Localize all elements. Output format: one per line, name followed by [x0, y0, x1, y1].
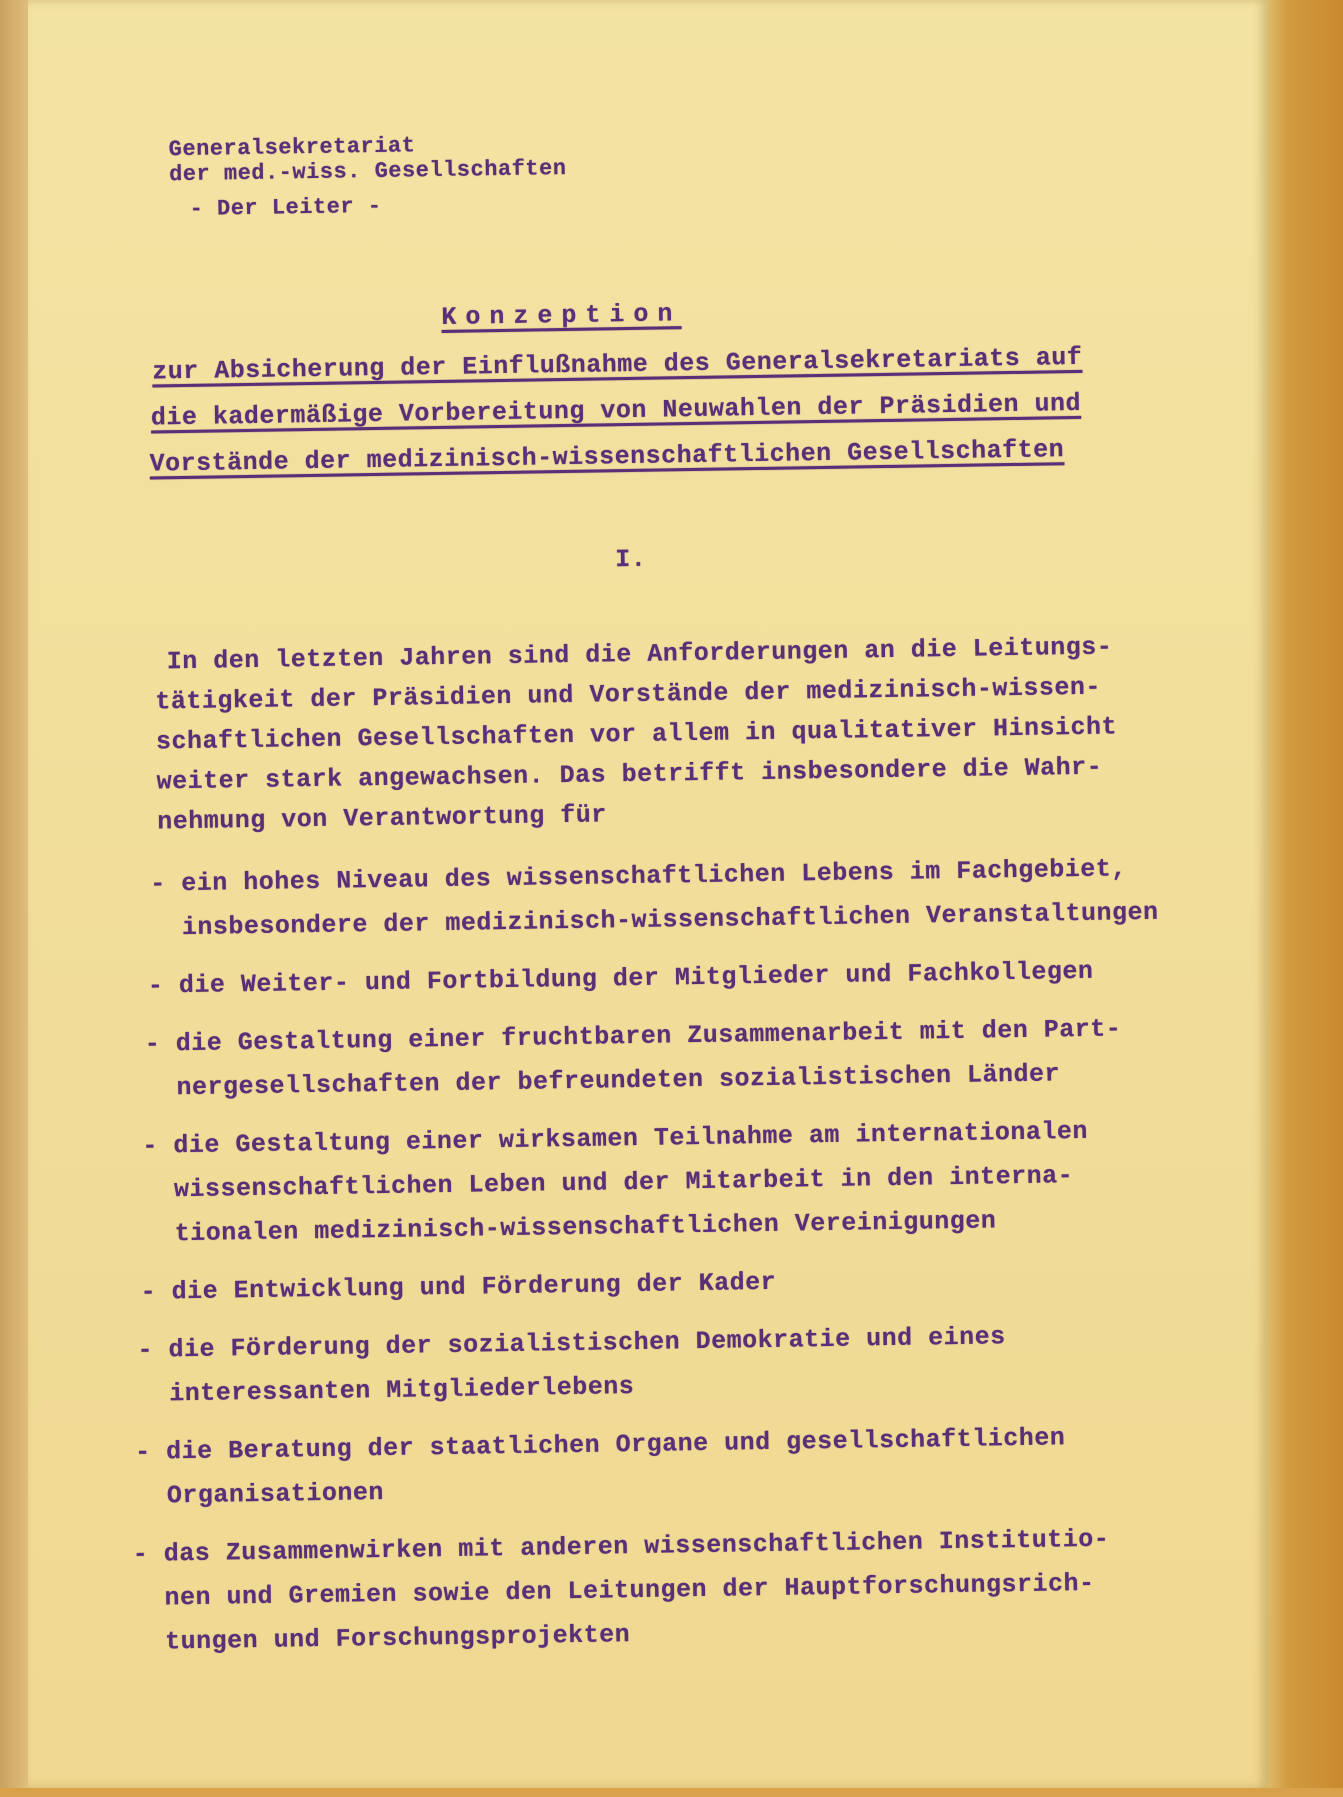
paragraph-line: nehmung von Verantwortung für: [157, 800, 608, 837]
list-item-line: - die Förderung der sozialistischen Demokratie und eines: [137, 1322, 1006, 1365]
list-item-line: - die Beratung der staatlichen Organe und gesellschaftlichen: [134, 1423, 1066, 1467]
list-item-line: tungen und Forschungsprojekten: [133, 1620, 631, 1657]
list-item-line: - ein hohes Niveau des wissenschaftlichen Lebens im Fachgebiet,: [150, 854, 1128, 899]
document-page: [28, 0, 1268, 1788]
paragraph-line: tätigkeit der Präsidien und Vorstände der medizinisch-wissen-: [155, 672, 1102, 717]
paragraph-line: In den letzten Jahren sind die Anforderungen an die Leitungs-: [166, 632, 1113, 677]
list-item-line: - die Entwicklung und Förderung der Kader: [140, 1267, 777, 1307]
list-item-line: Organisationen: [135, 1478, 385, 1511]
header-line: der med.-wiss. Gesellschaften: [168, 155, 567, 188]
subtitle-line: zur Absicherung der Einflußnahme des Generalsekretariats auf: [151, 342, 1083, 387]
section-number: I.: [614, 544, 647, 575]
list-item-line: - die Weiter- und Fortbildung der Mitglieder und Fachkollegen: [147, 956, 1094, 1001]
paragraph-line: schaftlichen Gesellschaften vor allem in qualitativer Hinsicht: [155, 712, 1118, 757]
list-item-line: interessanten Mitgliederlebens: [138, 1372, 635, 1409]
paragraph-line: weiter stark angewachsen. Das betrifft insbesondere die Wahr-: [156, 752, 1103, 797]
subtitle-line: Vorstände der medizinisch-wissenschaftlichen Gesellschaften: [149, 435, 1065, 479]
list-item-line: - die Gestaltung einer wirksamen Teilnahme am internationalen: [142, 1116, 1089, 1161]
list-item-line: insbesondere der medizinisch-wissenschaftlichen Veranstaltungen: [150, 897, 1159, 943]
header-line: - Der Leiter -: [189, 193, 382, 222]
list-item-line: wissenschaftlichen Leben und der Mitarbeit in den interna-: [142, 1161, 1074, 1205]
subtitle-line: die kadermäßige Vorbereitung von Neuwahlen der Präsidien und: [150, 388, 1082, 433]
typed-text: [27, 0, 1295, 1797]
list-item-line: tionalen medizinisch-wissenschaftlichen Vereinigungen: [143, 1206, 997, 1249]
list-item-line: - das Zusammenwirken mit anderen wissenschaftlichen Institutio-: [132, 1524, 1110, 1569]
list-item-line: - die Gestaltung einer fruchtbaren Zusammenarbeit mit den Part-: [144, 1014, 1122, 1059]
list-item-line: nen und Gremien sowie den Leitungen der Hauptforschungsrich-: [133, 1568, 1095, 1613]
header-line: Generalsekretariat: [168, 133, 416, 163]
document-title: Konzeption: [441, 299, 682, 332]
list-item-line: nergesellschaften der befreundeten sozialistischen Länder: [145, 1059, 1061, 1103]
